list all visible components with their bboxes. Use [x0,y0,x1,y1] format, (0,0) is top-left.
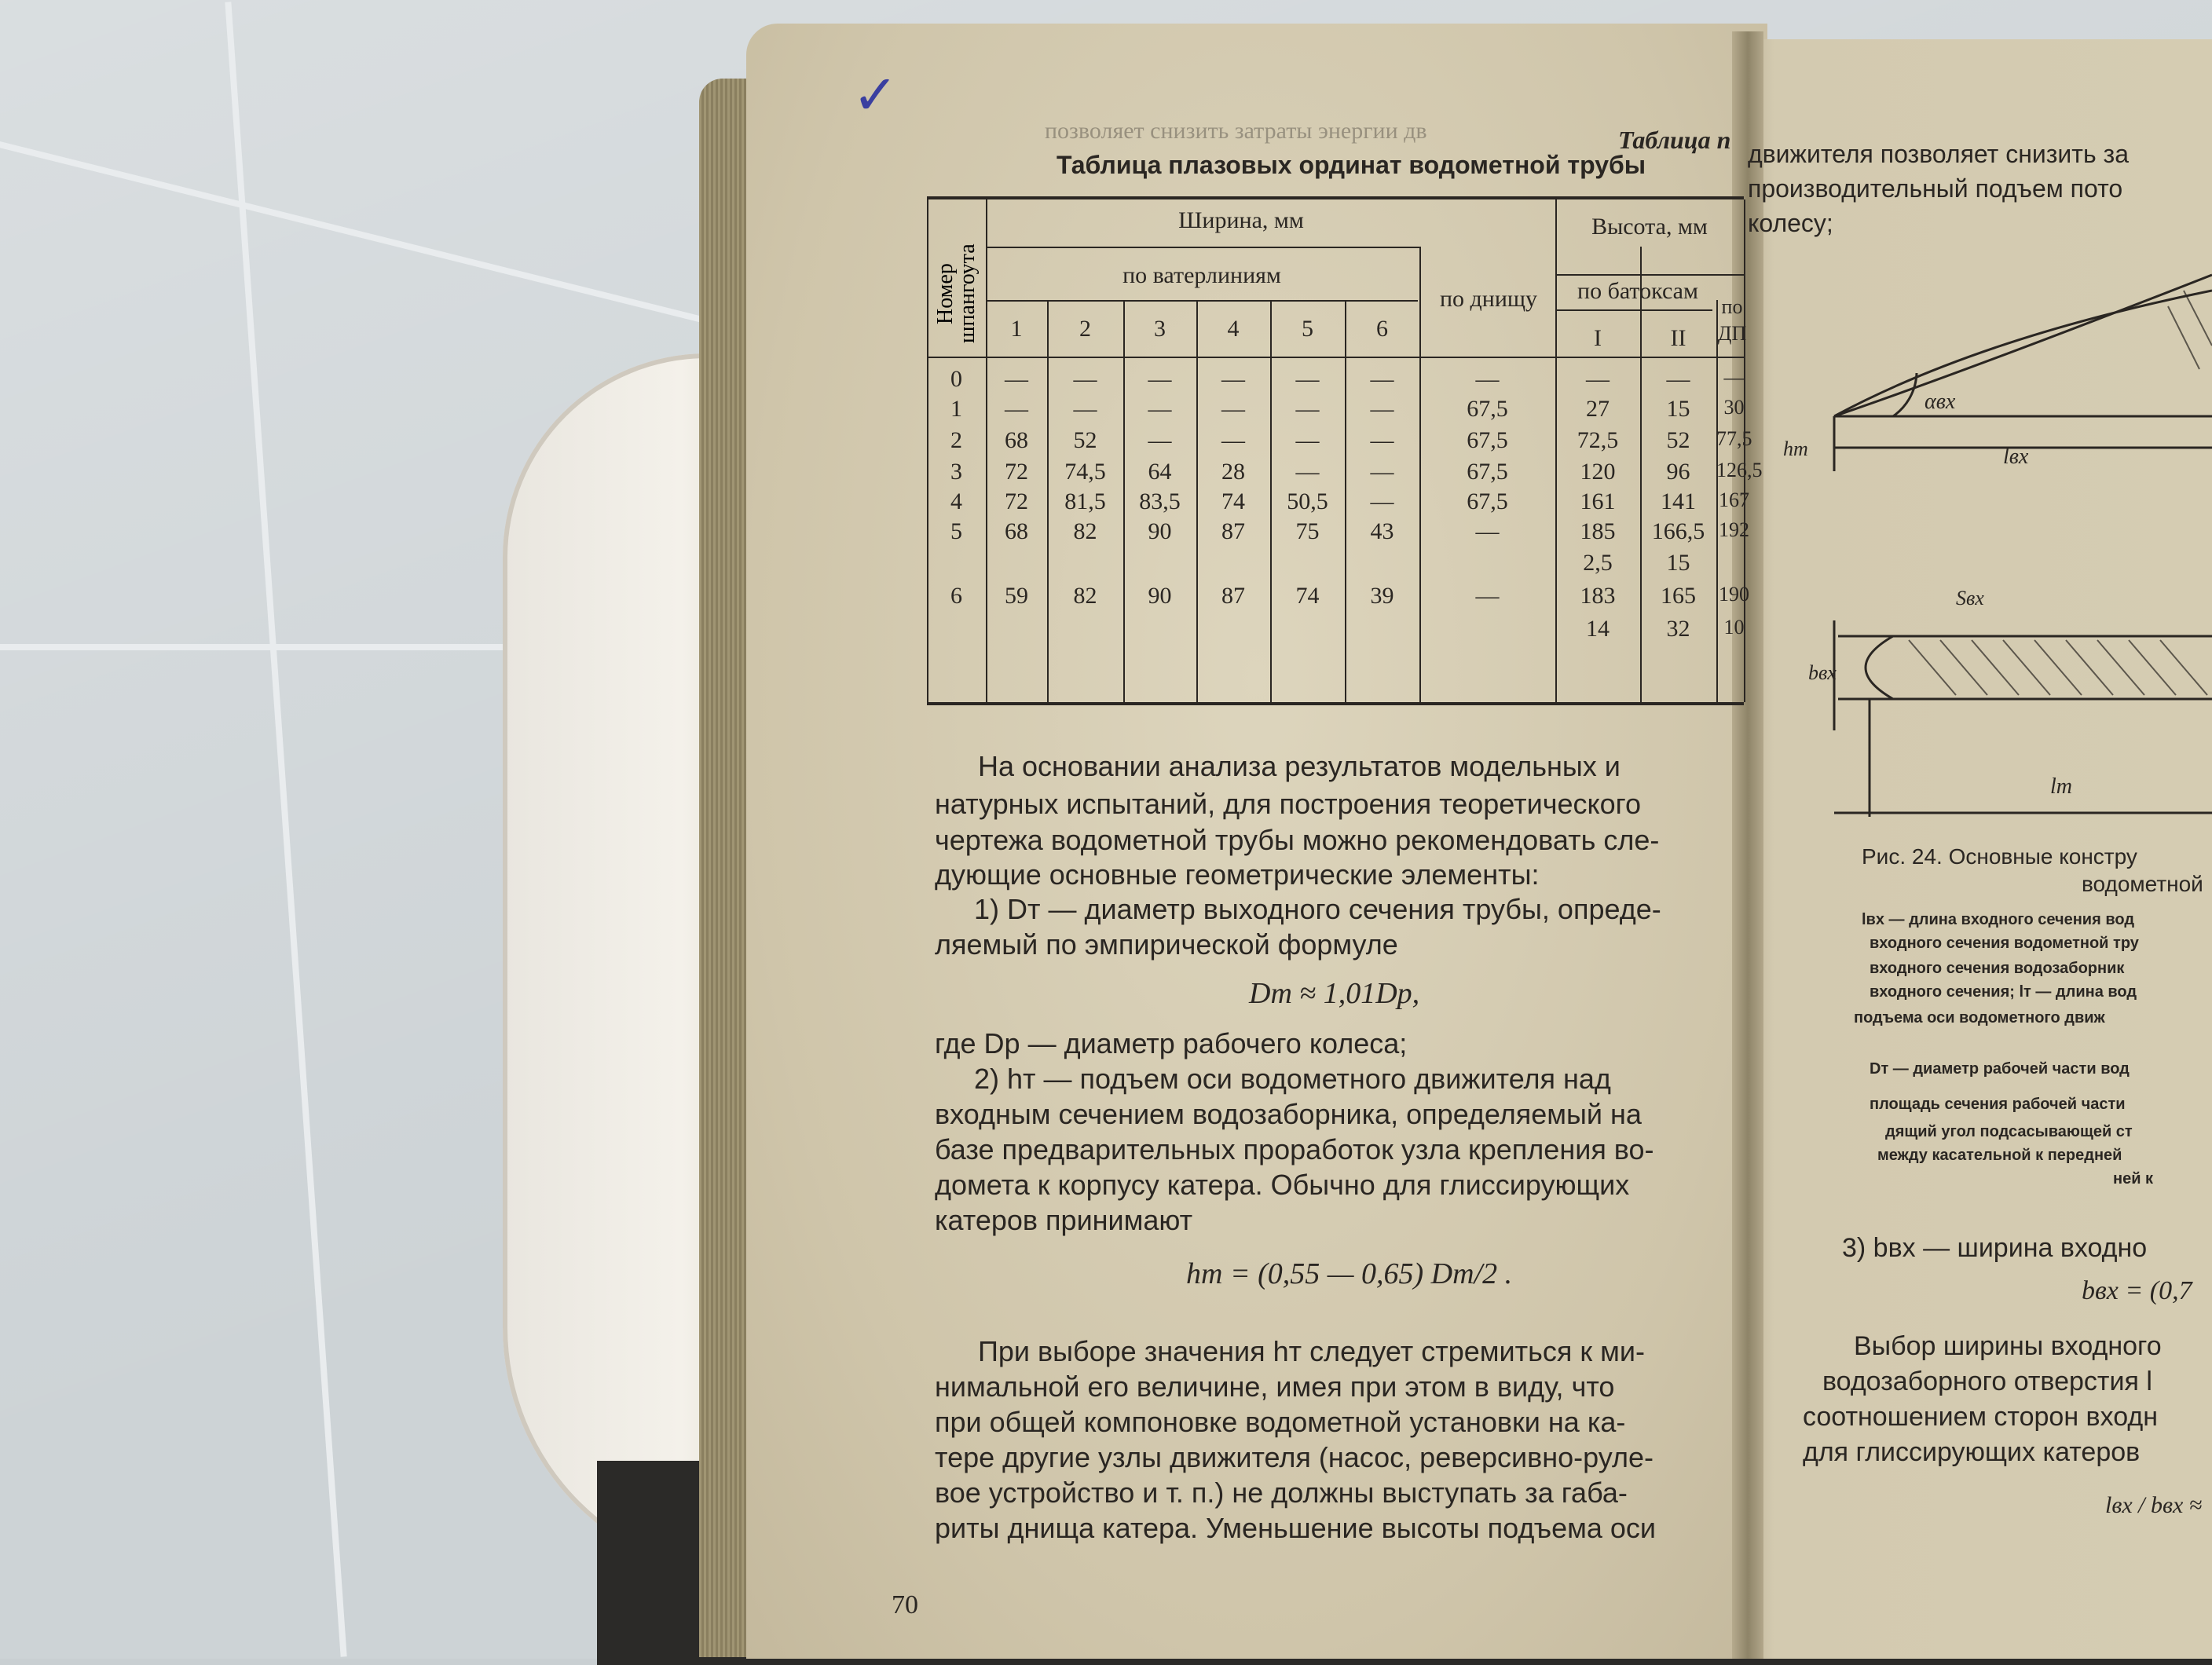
table-cell: 2,5 [1583,550,1613,576]
waterlines-header: по ватерлиниям [1122,262,1281,288]
table-cell: — [1295,366,1320,392]
check-mark-icon: ✓ [852,63,899,127]
table-cell: — [1370,489,1394,514]
legend-line: между касательной к передней [1877,1147,2122,1164]
table-cell: 10 [1723,616,1745,639]
paragraph-line: вое устройство и т. п.) не должны выступать за габа- [935,1477,1628,1509]
svx-label: Sвх [1956,587,1984,609]
table-cell: 72 [1005,489,1028,514]
station-number-cell: 0 [950,366,962,392]
formula-diameter: Dт ≈ 1,01Dр, [1249,977,1420,1010]
right-line: Выбор ширины входного [1854,1331,2162,1361]
buttocks-header: по батоксам [1577,278,1698,304]
table-cell: 87 [1221,518,1245,544]
table-cell: 166,5 [1651,518,1705,544]
legend-line: lвх — длина входного сечения вод [1862,911,2135,928]
table-cell: 82 [1073,583,1097,609]
table-cell: — [1295,427,1320,453]
lvx-label: lвх [2003,445,2029,469]
table-cell: 87 [1221,583,1245,609]
table-cell: 90 [1148,518,1172,544]
table-cell: 83,5 [1139,489,1181,514]
table-label: Таблица п [1618,126,1731,154]
table-cell: — [1370,396,1394,422]
table-cell: 74 [1295,583,1320,609]
table-cell: 90 [1148,583,1172,609]
legend-line: входного сечения водозаборник [1870,960,2125,977]
btx-col-2: II [1670,325,1686,351]
table-cell: 167 [1719,489,1749,511]
table-cell: 67,5 [1467,396,1508,422]
paragraph-line: нимальной его величине, имея при этом в виду, что [935,1370,1615,1403]
table-cell: — [1148,427,1172,453]
paragraph-line: На основании анализа результатов модельных и [978,750,1621,782]
station-number-cell: 6 [950,583,962,609]
table-cell: — [1005,366,1028,392]
item-3: 3) bвх — ширина входно [1842,1233,2148,1263]
table-cell: 39 [1370,583,1394,609]
table-cell: — [1073,366,1097,392]
table-cell: 75 [1295,518,1320,544]
station-number-cell: 2 [950,427,962,453]
paragraph-line: базе предварительных проработок узла крепления во- [935,1133,1654,1166]
wl-col-1: 1 [1010,316,1023,342]
table-cell: — [1475,518,1500,544]
table-cell: 72,5 [1577,427,1619,453]
width-group-header: Ширина, мм [1178,207,1304,233]
right-line: для глиссирующих катеров [1803,1437,2141,1467]
table-cell: 74 [1221,489,1245,514]
table-cell: 67,5 [1467,427,1508,453]
station-number-cell: 1 [950,396,962,422]
lt-label: lт [2050,774,2072,799]
table-cell: — [1295,396,1320,422]
table-cell: 68 [1005,518,1028,544]
height-group-header: Высота, мм [1591,214,1708,240]
paragraph-line: домета к корпусу катера. Обычно для глиссирующих [935,1169,1630,1201]
paragraph-line: катеров принимают [935,1204,1193,1236]
legend-line: площадь сечения рабочей части [1870,1096,2126,1113]
table-cell: 161 [1580,489,1616,514]
faded-bleedthrough: позволяет снизить затраты энергии дв [1045,118,1427,144]
table-cell: 15 [1666,550,1690,576]
paragraph-line: дующие основные геометрические элементы: [935,858,1540,891]
paragraph-line: где Dр — диаметр рабочего колеса; [935,1027,1408,1059]
table-cell: 77,5 [1716,427,1752,450]
paragraph-line: ляемый по эмпирической формуле [935,928,1398,961]
paragraph-line: натурных испытаний, для построения теоретического [935,788,1642,820]
table-cell: 52 [1073,427,1097,453]
table-cell: — [1370,366,1394,392]
table-cell: 81,5 [1064,489,1106,514]
table-cell: 74,5 [1064,459,1106,485]
formula-axis-height: hт = (0,55 — 0,65) Dт/2 . [1186,1257,1513,1290]
table-cell: 96 [1666,459,1690,485]
table-cell: — [1005,396,1028,422]
table-cell: — [1148,366,1172,392]
table-cell: 120 [1580,459,1616,485]
table-cell: — [1295,459,1320,485]
wl-col-6: 6 [1376,316,1388,342]
table-cell: — [1370,427,1394,453]
table-cell: — [1221,366,1245,392]
table-cell: 14 [1586,616,1610,642]
wl-col-5: 5 [1302,316,1313,342]
right-line: колесу; [1748,209,1833,237]
right-line: соотношением сторон входн [1803,1402,2158,1432]
formula-ratio: lвх / bвх ≈ [2105,1492,2203,1518]
page-number: 70 [892,1590,918,1619]
table-cell: 30 [1723,396,1745,419]
ht-label: hт [1783,437,1808,460]
table-cell: — [1221,396,1245,422]
figure-caption: водометной [2082,872,2203,896]
table-cell: — [1370,459,1394,485]
table-cell: 27 [1586,396,1610,422]
station-number-cell: 3 [950,459,962,485]
table-cell: 183 [1580,583,1616,609]
right-line: производительный подъем пото [1748,174,2123,203]
paragraph-line: чертежа водометной трубы можно рекомендовать сле- [935,824,1660,856]
btx-col-1: I [1594,325,1602,351]
legend-line: Dт — диаметр рабочей части вод [1870,1060,2130,1078]
table-cell: — [1586,366,1610,392]
legend-line: дящий угол подсасывающей ст [1885,1123,2133,1140]
col-station-header: Номер шпангоута [933,243,980,344]
paragraph-line: При выборе значения hт следует стремиться к ми- [978,1335,1645,1367]
paragraph-line: при общей компоновке водометной установки на ка- [935,1406,1626,1438]
table-cell: 43 [1370,518,1394,544]
table-cell: 59 [1005,583,1028,609]
table-cell: 64 [1148,459,1172,485]
table-cell: 165 [1661,583,1696,609]
ordinates-table [927,196,1763,705]
paragraph-line: риты днища катера. Уменьшение высоты подъема оси [935,1512,1656,1544]
right-line: движителя позволяет снизить за [1748,140,2129,168]
table-cell: 126,5 [1716,459,1763,481]
table-cell: 50,5 [1287,489,1328,514]
table-cell: — [1475,366,1500,392]
wl-col-2: 2 [1079,316,1091,342]
right-line: водозаборного отверстия l [1822,1367,2152,1396]
wl-col-4: 4 [1227,316,1240,342]
legend-line: входного сечения водометной тру [1870,935,2139,952]
paragraph-line: входным сечением водозаборника, определяемый на [935,1098,1642,1130]
alpha-label: αвх [1925,390,1956,414]
formula-bvx: bвх = (0,7 [2082,1276,2192,1305]
table-cell: 28 [1221,459,1245,485]
table-cell: — [1666,366,1690,392]
table-cell: 67,5 [1467,459,1508,485]
table-cell: 67,5 [1467,489,1508,514]
table-cell: 52 [1666,427,1690,453]
table-cell: 185 [1580,518,1616,544]
station-number-cell: 4 [950,489,962,514]
paragraph-line: тере другие узлы движителя (насос, реверсивно-руле- [935,1441,1654,1473]
dp-header: по ДП [1717,295,1747,345]
wl-col-3: 3 [1154,316,1166,342]
paragraph-line: 1) Dт — диаметр выходного сечения трубы, опреде- [974,893,1661,925]
table-title: Таблица плазовых ординат водометной трубы [1057,151,1646,179]
table-cell: 72 [1005,459,1028,485]
figure-24-diagram [1775,259,2212,840]
table-cell: 82 [1073,518,1097,544]
table-cell: — [1073,396,1097,422]
table-cell: — [1475,583,1500,609]
table-cell: — [1148,396,1172,422]
paragraph-line: 2) hт — подъем оси водометного движителя над [974,1063,1611,1095]
table-cell: — [1221,427,1245,453]
legend-line: входного сечения; lт — длина вод [1870,983,2137,1001]
table-cell: 15 [1666,396,1690,422]
legend-line: ней к [2113,1170,2154,1187]
bottom-header: по днищу [1439,286,1538,312]
table-cell: — [1723,366,1745,389]
figure-caption: Рис. 24. Основные констру [1862,844,2137,869]
station-number-cell: 5 [950,518,962,544]
table-cell: 68 [1005,427,1028,453]
table-cell: 32 [1666,616,1690,642]
bvx-label: bвх [1808,661,1837,684]
table-cell: 192 [1719,518,1749,541]
table-cell: 190 [1719,583,1749,606]
legend-line: подъема оси водометного движ [1854,1009,2105,1026]
table-cell: 141 [1661,489,1696,514]
